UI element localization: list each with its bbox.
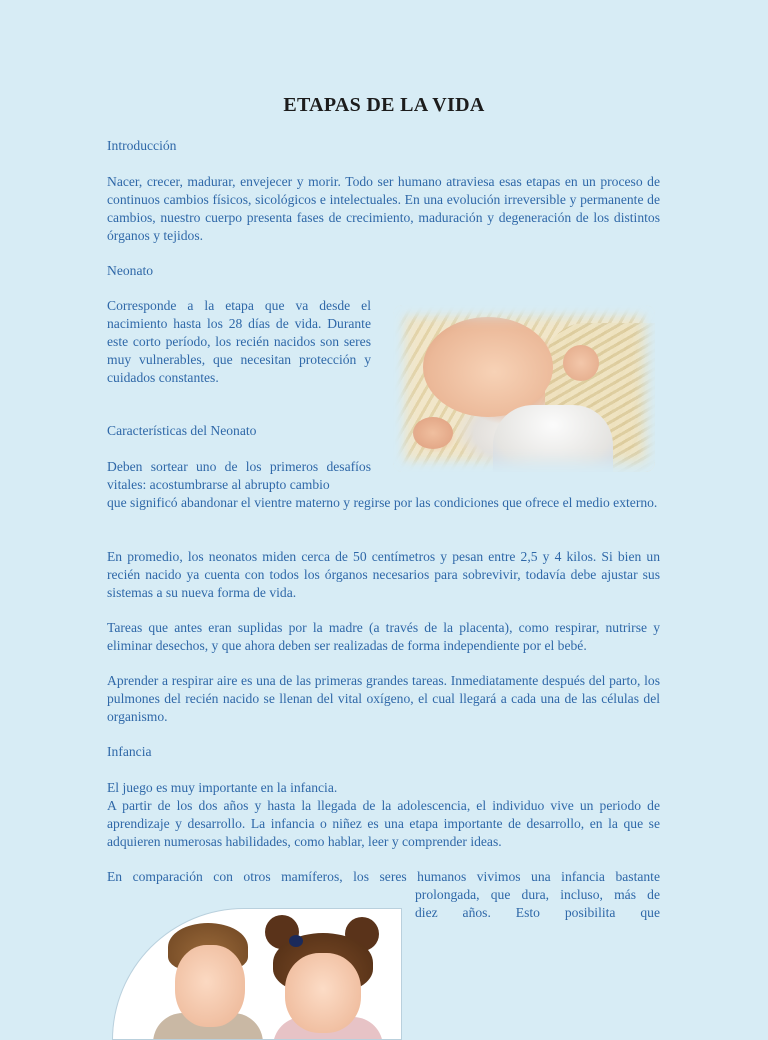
comparacion-line-2: prolongada, que dura, incluso, más de bbox=[415, 887, 660, 902]
comparacion-line-1: En comparación con otros mamíferos, los seres humanos vivimos una infancia bastante bbox=[107, 869, 660, 884]
juego-paragraph: El juego es muy importante en la infancia. bbox=[107, 780, 338, 795]
children-photo bbox=[112, 908, 402, 1040]
page-title: ETAPAS DE LA VIDA bbox=[283, 94, 485, 116]
respirar-paragraph: Aprender a respirar aire es una de las primeras grandes tareas. Inmediatamente después del parto, los pulmones del recién nacido se llenan del vital oxígeno, el cual llegará a cada una de las células del organismo. bbox=[107, 673, 660, 724]
caracteristicas-paragraph-full: que significó abandonar el vientre materno y regirse por las condiciones que ofrece el medio externo. bbox=[107, 495, 658, 510]
intro-paragraph: Nacer, crecer, madurar, envejecer y morir. Todo ser humano atraviesa esas etapas en un proceso de continuos cambios físicos, sicológicos e intelectuales. En una evolución irreversible y permanente de cambios, nuestro cuerpo presenta fases de crecimiento, maduración y degeneración de los distintos órganos y tejidos. bbox=[107, 174, 660, 243]
partir-paragraph: A partir de los dos años y hasta la llegada de la adolescencia, el individuo vive un periodo de aprendizaje y desarrollo. La infancia o niñez es una etapa importante de desarrollo, en la que se adquieren numerosas habilidades, como hablar, leer y comprender ideas. bbox=[107, 798, 660, 849]
neonato-heading: Neonato bbox=[107, 263, 154, 278]
promedio-paragraph: En promedio, los neonatos miden cerca de 50 centímetros y pesan entre 2,5 y 4 kilos. Si bien un recién nacido ya cuenta con todos los órganos necesarios para sobrevivir, todavía debe ajustar sus sistemas a su nueva forma de vida. bbox=[107, 549, 660, 600]
caracteristicas-paragraph-wrap: Deben sortear uno de los primeros desafíos vitales: acostumbrarse al abrupto cambio bbox=[107, 459, 371, 492]
intro-heading: Introducción bbox=[107, 138, 177, 153]
neonato-paragraph: Corresponde a la etapa que va desde el nacimiento hasta los 28 días de vida. Durante este corto período, los recién nacidos son seres muy vulnerables, que necesitan protección y cuidados constantes. bbox=[107, 298, 371, 385]
comparacion-line-3: diez años. Esto posibilita que bbox=[415, 905, 660, 920]
newborn-photo bbox=[393, 305, 655, 472]
tareas-paragraph: Tareas que antes eran suplidas por la madre (a través de la placenta), como respirar, nutrirse y eliminar desechos, y que ahora deben ser realizadas de forma independiente por el bebé. bbox=[107, 620, 660, 653]
infancia-heading: Infancia bbox=[107, 744, 152, 759]
caracteristicas-heading: Características del Neonato bbox=[107, 423, 257, 438]
